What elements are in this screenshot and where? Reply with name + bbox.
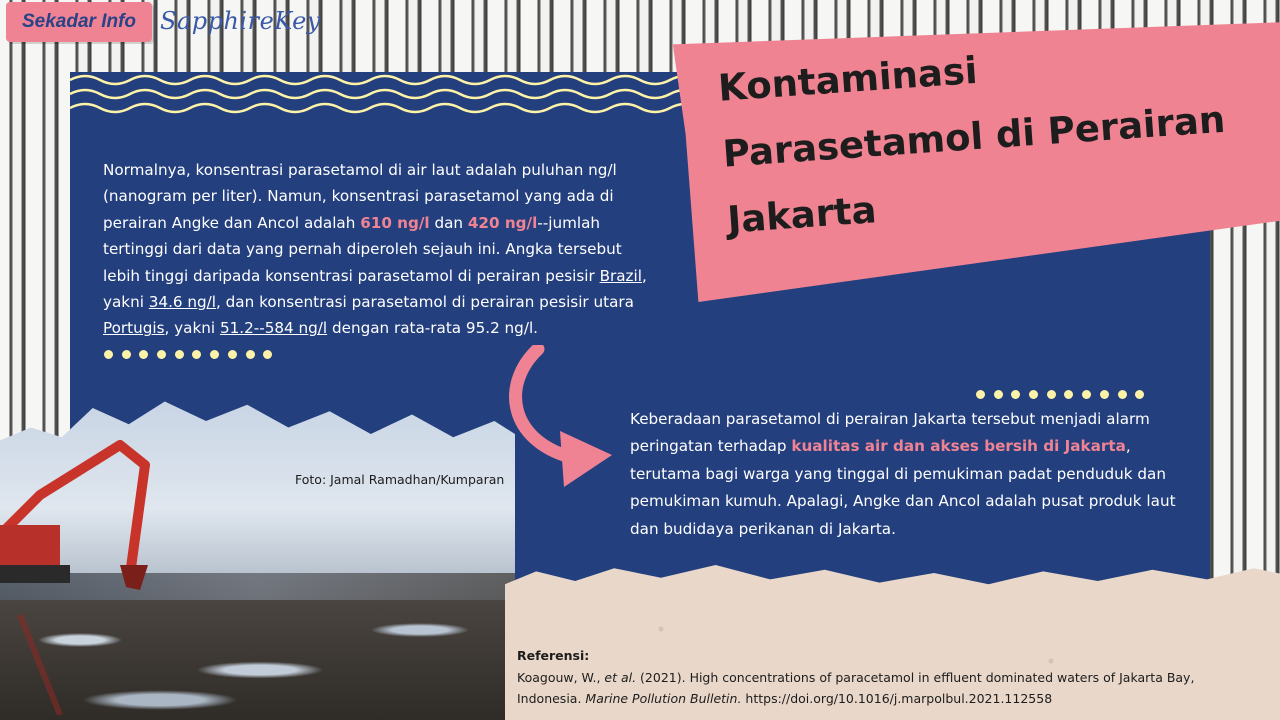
reference-title: Referensi: [517,648,590,663]
dot-row [976,390,1144,399]
page-title [716,18,1268,253]
text: , yakni [164,319,220,338]
link-brazil[interactable]: Brazil [599,266,642,285]
text: et al. [604,670,637,685]
text: dengan rata-rata 95.2 ng/l. [327,319,538,338]
text: , dan konsentrasi parasetamol di perairan pesisir utara [216,293,634,312]
journal-name: Marine Pollution Bulletin. [585,691,742,706]
link-portugis-value[interactable]: 51.2--584 ng/l [219,319,328,338]
paragraph-concentration [103,157,663,342]
text: , terutama bagi warga yang tinggal di pemukiman padat penduduk dan pemukiman kumuh. Apalagi, Angke dan Ancol adalah pusat produk laut dan budidaya perikanan di Jakarta. [630,437,1176,538]
title-line-1: Kontaminasi [716,48,979,110]
photo-caption: Foto: Jamal Ramadhan/Kumparan [295,472,505,487]
highlight-angke: 610 ng/l [360,213,430,232]
paragraph-alarm [630,406,1190,543]
wave-decoration [70,72,690,122]
title-line-3: Jakarta [725,188,878,242]
text: Koagouw, W., [517,670,605,685]
doi-link[interactable]: https://doi.org/10.1016/j.marpolbul.2021.112558 [741,691,1053,706]
text: (2021). High concentrations of paracetamol in effluent dominated waters of Jakarta Bay, Indonesia. [517,670,1195,706]
brand-tag-label: Sekadar Info [21,11,137,32]
text: , yakni [103,266,647,312]
text: Normalnya, konsentrasi parasetamol di air laut adalah puluhan ng/l (nanogram per liter). Namun, konsentrasi parasetamol yang ada di perairan Angke dan Ancol adalah [103,161,617,232]
reference-citation [517,667,1207,709]
brand-logo: SapphireKey [160,7,321,35]
text: Keberadaan parasetamol di perairan Jakarta tersebut menjadi alarm peringatan terhadap [630,410,1150,456]
dot-row [104,350,272,359]
highlight-water-quality: kualitas air dan akses bersih di Jakarta [791,437,1126,456]
link-brazil-value[interactable]: 34.6 ng/l [148,293,217,312]
text: --jumlah tertinggi dari data yang pernah diperoleh sejauh ini. Angka tersebut lebih tinggi daripada konsentrasi parasetamol di perairan pesisir [103,213,622,285]
text: dan [429,213,468,232]
link-portugis[interactable]: Portugis [103,319,165,338]
highlight-ancol: 420 ng/l [467,213,538,232]
brand-tag [6,2,152,42]
title-line-2: Parasetamol di Perairan [721,97,1227,176]
curved-arrow-icon [500,345,630,495]
excavator-icon [0,425,180,715]
photo-excavator-shore [0,395,515,720]
